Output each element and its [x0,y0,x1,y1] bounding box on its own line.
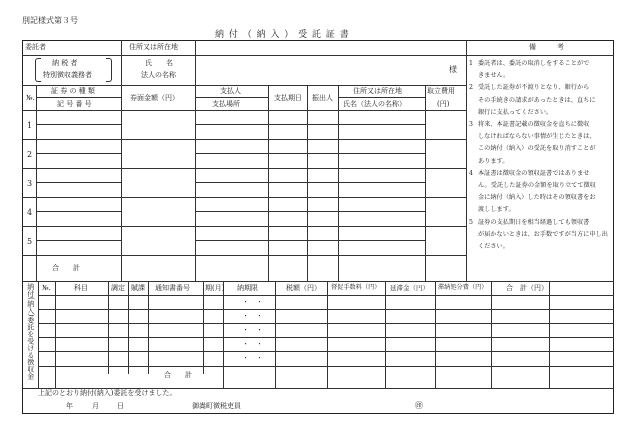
remark-item [469,82,611,119]
col-total-header: 合 計（円） [506,284,548,292]
remark-num: 5 [469,218,473,226]
due-date-mark: ・ ・ [242,354,263,362]
footer-day: 日 [117,402,124,410]
securities-symbol-header: 記 号 番 号 [57,100,92,108]
remark-text: 委託者は、委託の取消しをすることがで きません。 [478,60,590,80]
address-label: 住所又は所在地 [129,43,178,51]
col-no-header: №. [42,284,51,292]
remark-text: 受託した証券が不渡りとなり、銀行から その手続きの請求があったときは、直ちに 銀行に支払ってください。 [478,84,596,116]
remark-item [469,119,611,168]
col-subject-header: 科目 [74,284,88,292]
remark-item [469,217,611,254]
due-date-mark: ・ ・ [242,340,263,348]
issuer-header: 振出人 [312,94,333,102]
security-row-5-no: 5 [27,237,33,246]
sama-label: 様 [449,65,457,74]
remark-item [469,168,611,217]
name-label: 氏 名 [145,59,173,67]
remark-num: 1 [469,60,473,67]
collection-side-label: 納付(納入)委託を受ける徴収金 [26,283,35,380]
due-date-mark: ・ ・ [242,312,263,320]
yen-header: (円) [437,100,450,108]
issuer-name-header: 氏名（法人の名称） [343,100,406,108]
special-collector-label: 特別徴収義務者 [43,71,92,79]
taxpayer-label: 納 税 者 [52,59,78,67]
security-row-2-no: 2 [27,150,33,159]
remark-text: 証券の支払期日を相当経過しても領収書 が届かないときは、お手数ですが当方に申し出 ください。 [478,218,608,251]
footer-official: 御嵩町徴税吏員 [192,402,241,410]
footer-month: 月 [92,402,99,410]
col-levy-header: 賦課 [131,284,145,292]
remark-num: 4 [469,169,473,177]
pay-place-header: 支払場所 [212,100,240,108]
col-delay-header: 延滞金（円） [390,284,429,292]
securities-total-label: 合 計 [52,264,80,272]
collection-fee-header: 取立費用 [427,87,455,95]
col-notice-no-header: 通知書番号 [155,284,190,292]
due-date-mark: ・ ・ [242,298,263,306]
col-period-header: 期(月) [205,284,225,292]
corp-name-label: 法人の名称 [141,71,176,79]
col-assess-header: 調定 [111,284,125,292]
security-row-4-no: 4 [27,208,33,217]
collection-total-label: 合 計 [164,371,192,379]
securities-kind-header: 証 券 の 種 類 [51,87,95,95]
payer-header: 支払人 [220,87,241,95]
col-dunning-header: 督促手数料（円） [331,284,381,291]
page-title: 納 付 （ 納 入 ） 受 託 証 書 [215,30,350,40]
securities-no-header: №. [26,94,35,102]
bracket-left [35,58,41,82]
col-due-header: 納期限 [237,284,258,292]
security-row-3-no: 3 [27,179,33,188]
issuer-address-header: 住所又は所在地 [353,87,402,95]
security-row-1-no: 1 [27,121,33,130]
col-disposal-header: 滞納処分費（円） [438,284,488,291]
seal-mark: ㊞ [415,401,423,410]
remark-num: 3 [469,121,473,129]
remark-num: 2 [469,84,473,92]
remarks-list [469,58,611,253]
remark-item [469,58,611,82]
remark-text: 将来、本証書記載の徴収金を直ちに徴収 しなければならない事情が生じたときは、 この納付（納入）の受託を取り消すことが あります。 [478,121,596,165]
face-value-header: 券面金額（円） [130,94,179,102]
remark-text: 本証書は徴収金の領収証書ではありませ ん。受託した証券の金額を取り立てて徴収 金に納付（納入）した時はその領収書をお 渡しします。 [478,169,596,214]
footer-statement: 上記のとおり納付(納入)委託を受けました。 [38,389,177,397]
entrustor-label: 委託者 [25,43,46,51]
footer-year: 年 [66,402,73,410]
pay-date-header: 支払期日 [274,94,302,102]
due-date-mark: ・ ・ [242,326,263,334]
col-tax-header: 税額（円） [286,284,321,292]
form-id: 別記様式第３号 [22,16,78,25]
remarks-label: 備 考 [529,43,564,51]
bracket-right [106,58,112,82]
